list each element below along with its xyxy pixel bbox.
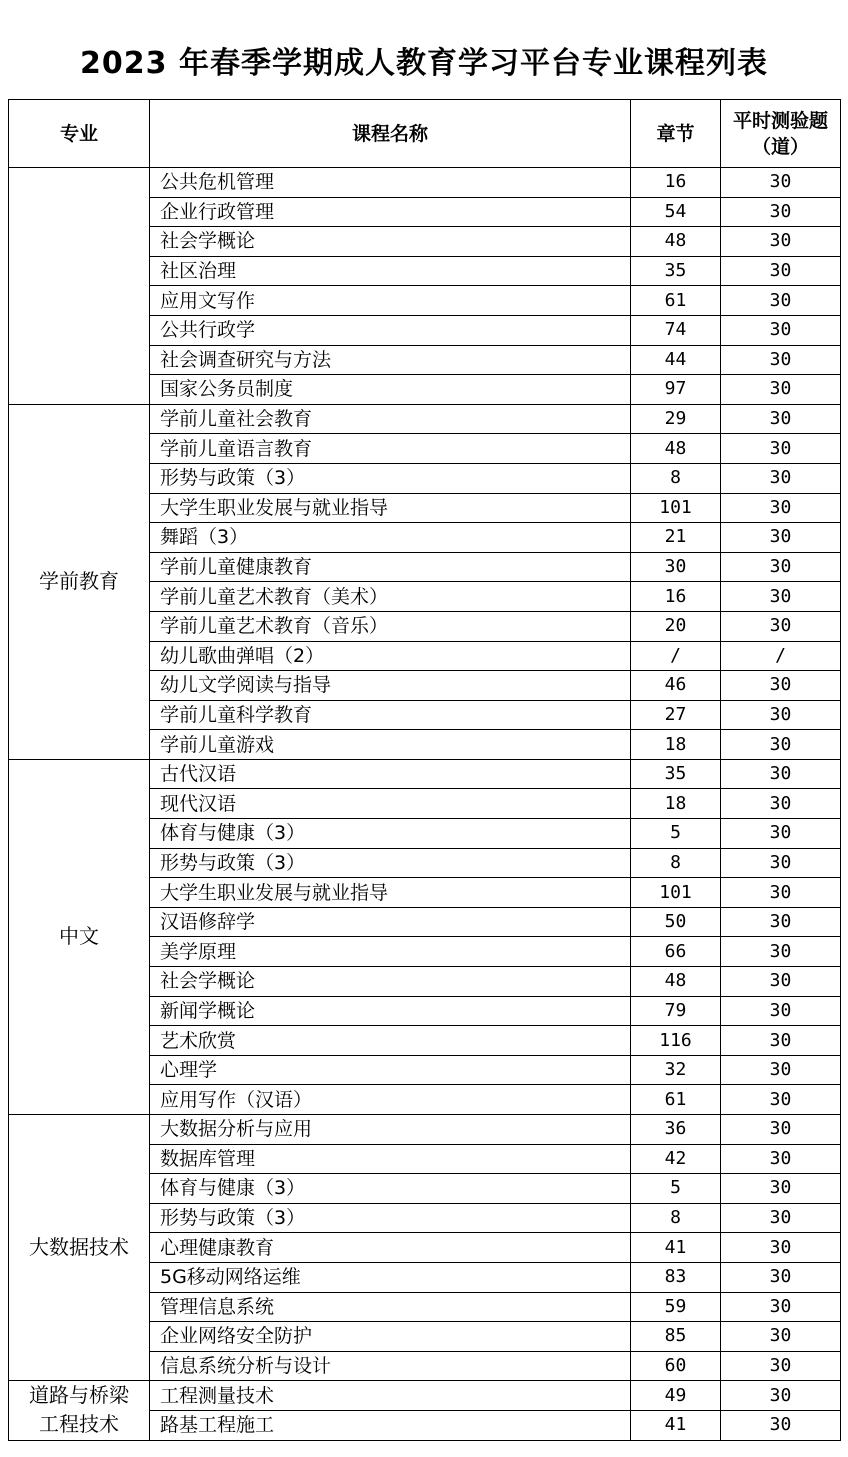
header-quiz-label: 平时测验题（道）: [732, 109, 828, 158]
quiz-count-cell: 30: [721, 671, 841, 701]
chapters-cell: 79: [631, 996, 721, 1026]
quiz-count-cell: 30: [721, 1203, 841, 1233]
table-row: [9, 168, 841, 198]
quiz-count-cell: 30: [721, 996, 841, 1026]
chapters-cell: 83: [631, 1262, 721, 1292]
chapters-cell: 41: [631, 1233, 721, 1263]
quiz-count-cell: 30: [721, 848, 841, 878]
course-name-cell: 学前儿童艺术教育（美术）: [150, 582, 631, 612]
course-name-cell: 公共行政学: [150, 315, 631, 345]
course-name-cell: 美学原理: [150, 937, 631, 967]
quiz-count-cell: 30: [721, 937, 841, 967]
quiz-count-cell: 30: [721, 878, 841, 908]
quiz-count-cell: 30: [721, 819, 841, 849]
table-row: [9, 1115, 841, 1145]
quiz-count-cell: 30: [721, 1144, 841, 1174]
chapters-cell: 48: [631, 227, 721, 257]
course-name-cell: 艺术欣赏: [150, 1026, 631, 1056]
quiz-count-cell: /: [721, 641, 841, 671]
course-name-cell: 幼儿文学阅读与指导: [150, 671, 631, 701]
major-cell: 中文: [9, 759, 150, 1114]
course-name-cell: 幼儿歌曲弹唱（2）: [150, 641, 631, 671]
course-name-cell: 心理健康教育: [150, 1233, 631, 1263]
major-cell: 道路与桥梁工程技术: [9, 1381, 150, 1440]
course-name-cell: 学前儿童游戏: [150, 730, 631, 760]
quiz-count-cell: 30: [721, 404, 841, 434]
quiz-count-cell: 30: [721, 1262, 841, 1292]
chapters-cell: 66: [631, 937, 721, 967]
chapters-cell: 16: [631, 168, 721, 198]
course-name-cell: 社会学概论: [150, 227, 631, 257]
quiz-count-cell: 30: [721, 315, 841, 345]
quiz-count-cell: 30: [721, 375, 841, 405]
chapters-cell: 5: [631, 1174, 721, 1204]
quiz-count-cell: 30: [721, 434, 841, 464]
quiz-count-cell: 30: [721, 700, 841, 730]
header-chapters: 章节: [631, 100, 721, 168]
header-major: 专业: [9, 100, 150, 168]
quiz-count-cell: 30: [721, 789, 841, 819]
table-row: [9, 759, 841, 789]
course-name-cell: 舞蹈（3）: [150, 523, 631, 553]
course-name-cell: 体育与健康（3）: [150, 819, 631, 849]
course-name-cell: 公共危机管理: [150, 168, 631, 198]
course-name-cell: 社区治理: [150, 256, 631, 286]
quiz-count-cell: 30: [721, 1292, 841, 1322]
quiz-count-cell: 30: [721, 493, 841, 523]
chapters-cell: 30: [631, 552, 721, 582]
course-name-cell: 社会调查研究与方法: [150, 345, 631, 375]
quiz-count-cell: 30: [721, 1322, 841, 1352]
chapters-cell: 61: [631, 286, 721, 316]
course-name-cell: 学前儿童艺术教育（音乐）: [150, 611, 631, 641]
chapters-cell: 36: [631, 1115, 721, 1145]
chapters-cell: 35: [631, 759, 721, 789]
quiz-count-cell: 30: [721, 1174, 841, 1204]
course-name-cell: 企业行政管理: [150, 197, 631, 227]
chapters-cell: 97: [631, 375, 721, 405]
course-name-cell: 新闻学概论: [150, 996, 631, 1026]
course-name-cell: 学前儿童语言教育: [150, 434, 631, 464]
quiz-count-cell: 30: [721, 552, 841, 582]
chapters-cell: 61: [631, 1085, 721, 1115]
course-name-cell: 学前儿童健康教育: [150, 552, 631, 582]
chapters-cell: 18: [631, 730, 721, 760]
course-name-cell: 学前儿童社会教育: [150, 404, 631, 434]
quiz-count-cell: 30: [721, 759, 841, 789]
course-name-cell: 信息系统分析与设计: [150, 1351, 631, 1381]
quiz-count-cell: 30: [721, 967, 841, 997]
course-name-cell: 应用文写作: [150, 286, 631, 316]
chapters-cell: 48: [631, 967, 721, 997]
quiz-count-cell: 30: [721, 1351, 841, 1381]
chapters-cell: 48: [631, 434, 721, 464]
quiz-count-cell: 30: [721, 1026, 841, 1056]
quiz-count-cell: 30: [721, 256, 841, 286]
chapters-cell: 32: [631, 1055, 721, 1085]
chapters-cell: 50: [631, 907, 721, 937]
quiz-count-cell: 30: [721, 1115, 841, 1145]
quiz-count-cell: 30: [721, 286, 841, 316]
quiz-count-cell: 30: [721, 523, 841, 553]
chapters-cell: 5: [631, 819, 721, 849]
header-quiz: [721, 100, 841, 168]
table-row: [9, 404, 841, 434]
header-course: 课程名称: [150, 100, 631, 168]
course-name-cell: 形势与政策（3）: [150, 848, 631, 878]
table-row: [9, 1381, 841, 1411]
chapters-cell: 8: [631, 848, 721, 878]
quiz-count-cell: 30: [721, 1233, 841, 1263]
quiz-count-cell: 30: [721, 1410, 841, 1440]
quiz-count-cell: 30: [721, 168, 841, 198]
quiz-count-cell: 30: [721, 907, 841, 937]
chapters-cell: 29: [631, 404, 721, 434]
quiz-count-cell: 30: [721, 1085, 841, 1115]
course-name-cell: 工程测量技术: [150, 1381, 631, 1411]
major-cell: [9, 168, 150, 405]
chapters-cell: 35: [631, 256, 721, 286]
course-name-cell: 大学生职业发展与就业指导: [150, 493, 631, 523]
course-name-cell: 国家公务员制度: [150, 375, 631, 405]
chapters-cell: 116: [631, 1026, 721, 1056]
chapters-cell: 46: [631, 671, 721, 701]
course-name-cell: 社会学概论: [150, 967, 631, 997]
course-name-cell: 古代汉语: [150, 759, 631, 789]
major-cell: 学前教育: [9, 404, 150, 759]
chapters-cell: 44: [631, 345, 721, 375]
chapters-cell: 60: [631, 1351, 721, 1381]
quiz-count-cell: 30: [721, 1055, 841, 1085]
chapters-cell: 74: [631, 315, 721, 345]
chapters-cell: 85: [631, 1322, 721, 1352]
quiz-count-cell: 30: [721, 345, 841, 375]
course-name-cell: 数据库管理: [150, 1144, 631, 1174]
chapters-cell: 42: [631, 1144, 721, 1174]
quiz-count-cell: 30: [721, 611, 841, 641]
course-table: [8, 99, 841, 1441]
chapters-cell: 101: [631, 493, 721, 523]
course-name-cell: 应用写作（汉语）: [150, 1085, 631, 1115]
course-name-cell: 大数据分析与应用: [150, 1115, 631, 1145]
chapters-cell: 21: [631, 523, 721, 553]
chapters-cell: 20: [631, 611, 721, 641]
course-name-cell: 形势与政策（3）: [150, 463, 631, 493]
course-name-cell: 心理学: [150, 1055, 631, 1085]
chapters-cell: 8: [631, 1203, 721, 1233]
chapters-cell: 16: [631, 582, 721, 612]
course-name-cell: 体育与健康（3）: [150, 1174, 631, 1204]
course-name-cell: 路基工程施工: [150, 1410, 631, 1440]
course-name-cell: 管理信息系统: [150, 1292, 631, 1322]
quiz-count-cell: 30: [721, 227, 841, 257]
course-name-cell: 大学生职业发展与就业指导: [150, 878, 631, 908]
chapters-cell: 8: [631, 463, 721, 493]
chapters-cell: /: [631, 641, 721, 671]
quiz-count-cell: 30: [721, 730, 841, 760]
course-name-cell: 形势与政策（3）: [150, 1203, 631, 1233]
course-name-cell: 现代汉语: [150, 789, 631, 819]
chapters-cell: 54: [631, 197, 721, 227]
header-row: [9, 100, 841, 168]
course-name-cell: 5G移动网络运维: [150, 1262, 631, 1292]
quiz-count-cell: 30: [721, 1381, 841, 1411]
quiz-count-cell: 30: [721, 463, 841, 493]
quiz-count-cell: 30: [721, 197, 841, 227]
chapters-cell: 41: [631, 1410, 721, 1440]
chapters-cell: 18: [631, 789, 721, 819]
chapters-cell: 59: [631, 1292, 721, 1322]
chapters-cell: 49: [631, 1381, 721, 1411]
course-name-cell: 汉语修辞学: [150, 907, 631, 937]
course-name-cell: 学前儿童科学教育: [150, 700, 631, 730]
major-cell: 大数据技术: [9, 1115, 150, 1381]
chapters-cell: 27: [631, 700, 721, 730]
course-name-cell: 企业网络安全防护: [150, 1322, 631, 1352]
quiz-count-cell: 30: [721, 582, 841, 612]
page-title: 2023 年春季学期成人教育学习平台专业课程列表: [80, 46, 768, 81]
chapters-cell: 101: [631, 878, 721, 908]
